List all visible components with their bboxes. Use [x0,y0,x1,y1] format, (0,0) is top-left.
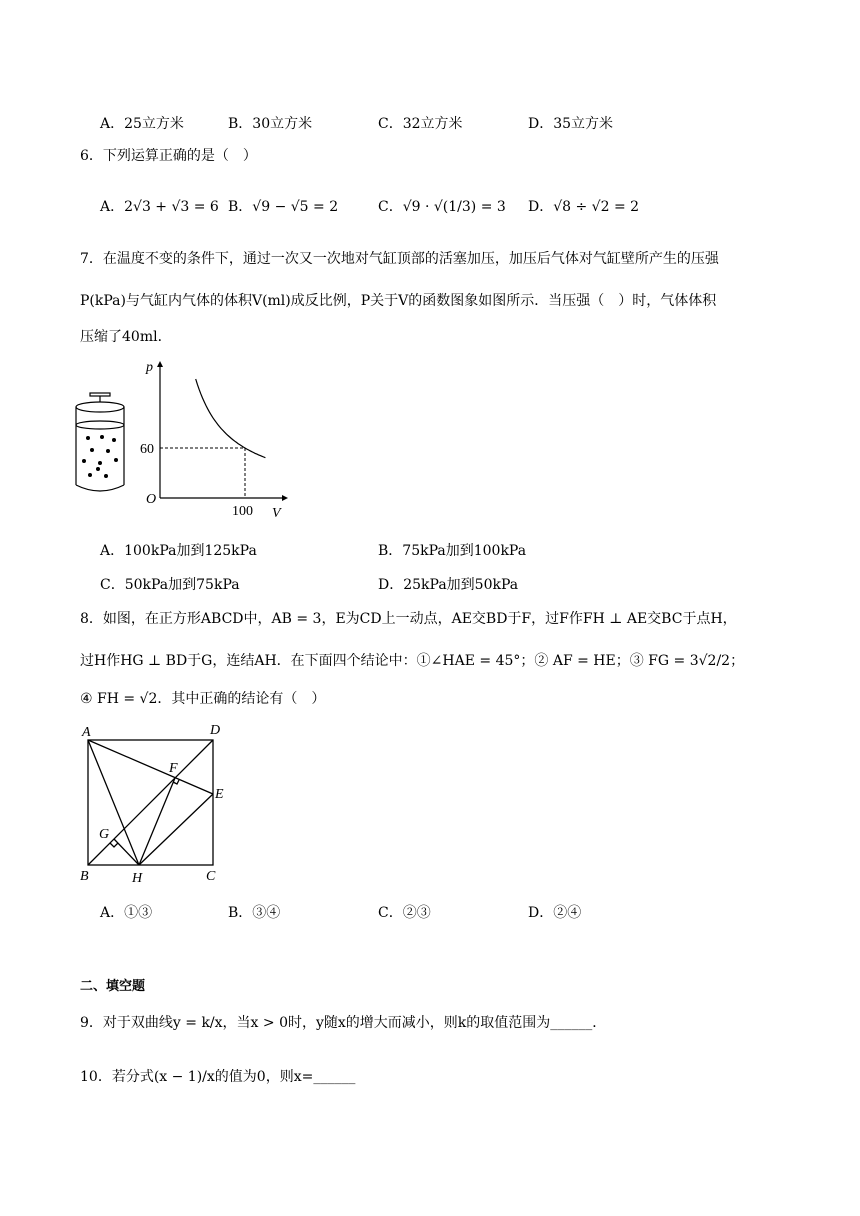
q7-option-a: A．100kPa加到125kPa [100,543,257,559]
q5-option-d: D．35立方米 [528,116,614,132]
q8-option-a: A．①③ [100,905,153,921]
q6-option-c: C．√9 · √(1/3) = 3 [378,199,506,215]
svg-text:D: D [210,723,221,738]
q8-line2: 过H作HG ⊥ BD于G，连结AH．在下面四个结论中：①∠HAE = 45°；② AF = HE；③ FG = 3√2/2； [80,653,745,669]
q10-text: 10．若分式(x − 1)/x的值为0，则x=______ [80,1069,356,1085]
origin-label: O [146,492,157,507]
svg-text:E: E [215,787,224,802]
x-axis-label: V [272,506,281,521]
y-tick-label: 60 [140,442,154,457]
x-tick-label: 100 [232,504,253,519]
cylinder-icon [76,393,124,491]
q5-option-a: A．25立方米 [100,116,184,132]
q8-line3: ④ FH = √2．其中正确的结论有（ ） [80,691,326,707]
q6-stem: 6．下列运算正确的是（ ） [80,148,257,164]
svg-text:C: C [206,869,216,884]
svg-text:H: H [132,871,143,886]
q5-option-c: C．32立方米 [378,116,463,132]
q7-option-d: D．25kPa加到50kPa [378,577,519,593]
q8-option-d: D．②④ [528,905,582,921]
q6-option-b: B．√9 − √5 = 2 [228,199,339,215]
q7-option-c: C．50kPa加到75kPa [100,577,240,593]
y-axis-label: p [146,360,153,375]
q7-line1: 7．在温度不变的条件下，通过一次又一次地对气缸顶部的活塞加压，加压后气体对气缸壁所产生的压强 [80,251,719,267]
svg-text:A: A [82,725,91,740]
q5-option-b: B．30立方米 [228,116,313,132]
diagonal-bd [88,740,213,865]
svg-text:G: G [99,827,110,842]
q7-line3: 压缩了40ml． [80,329,172,345]
section-title: 二、填空题 [80,979,146,994]
svg-text:F: F [169,761,178,776]
q8-figure [72,718,242,888]
segment-he [139,794,213,865]
q8-line1: 8．如图，在正方形ABCD中，AB = 3，E为CD上一动点，AE交BD于F，过F作FH ⊥ AE交BC于点H， [80,611,737,627]
q8-option-b: B．③④ [228,905,281,921]
svg-text:B: B [80,869,89,884]
q9-text: 9．对于双曲线y = k/x，当x > 0时，y随x的增大而减小，则k的取值范围为______． [80,1015,607,1031]
q6-option-a: A．2√3 + √3 = 6 [100,199,219,215]
q6-option-d: D．√8 ÷ √2 = 2 [528,199,640,215]
q7-figure [70,355,295,525]
q8-option-c: C．②③ [378,905,431,921]
right-angle-g [110,843,118,847]
gas-dots [82,435,118,478]
segment-fh [139,778,175,865]
q7-line2: P(kPa)与气缸内气体的体积V(ml)成反比例，P关于V的函数图象如图所示．当压强（ ）时，气体体积 [80,293,717,309]
inverse-curve [196,379,266,458]
q7-option-b: B．75kPa加到100kPa [378,543,527,559]
